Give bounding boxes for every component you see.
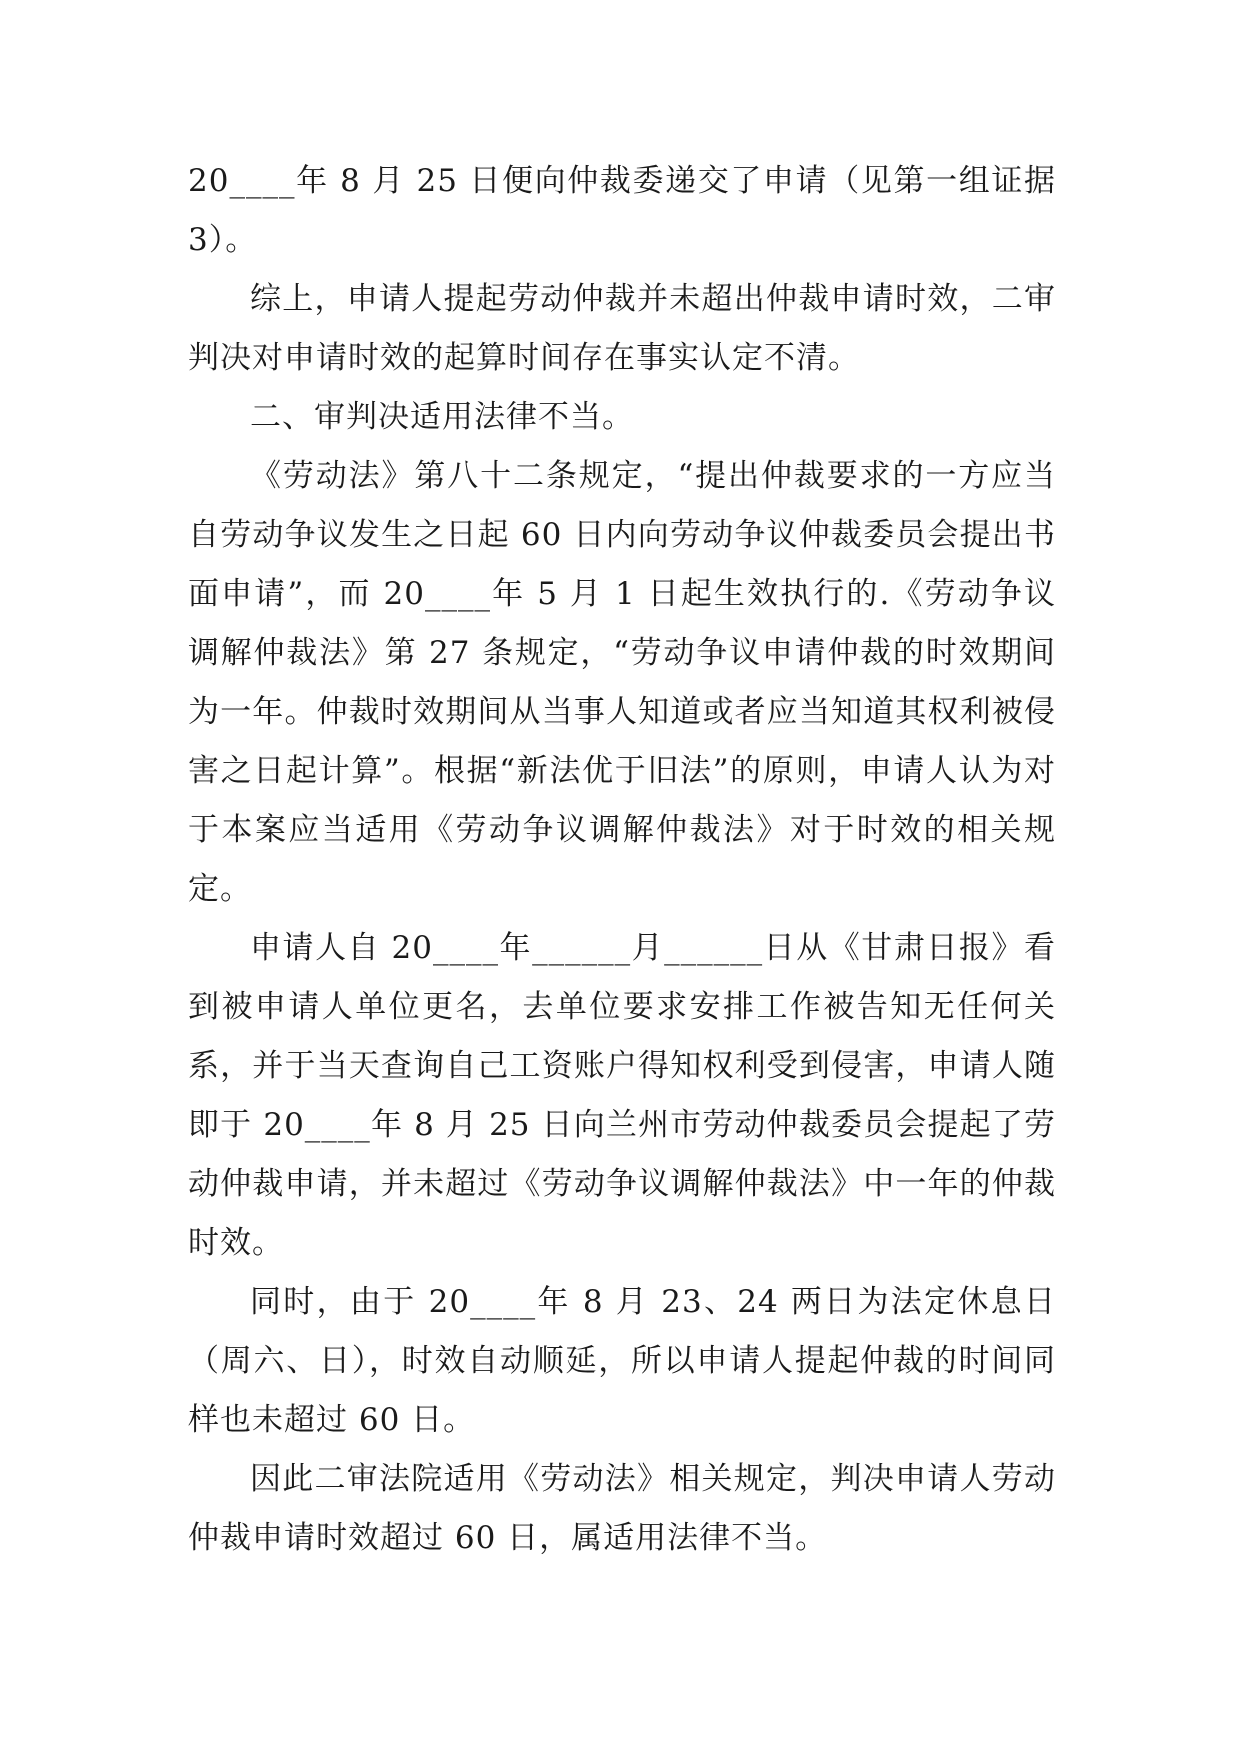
paragraph-applicant-timeline: 申请人自 20____年______月______日从《甘肃日报》看到被申请人单位更名，去单位要求安排工作被告知无任何关系，并于当天查询自己工资账户得知权利受到侵害，申请人随即于 20____年 8 月 25 日向兰州市劳动仲裁委员会提起了劳动仲裁申请，并未超过《劳动争议调解仲裁法》中一年的仲裁时效。: [188, 930, 1056, 1261]
section-heading: 二、审判决适用法律不当。: [250, 399, 634, 435]
document-body: [188, 152, 1056, 1568]
paragraph-conclusion: 因此二审法院适用《劳动法》相关规定，判决申请人劳动仲裁申请时效超过 60 日，属适用法律不当。: [188, 1461, 1056, 1556]
paragraph-summary: 综上，申请人提起劳动仲裁并未超出仲裁申请时效，二审判决对申请时效的起算时间存在事实认定不清。: [188, 281, 1056, 376]
paragraph-labor-law: 《劳动法》第八十二条规定，“提出仲裁要求的一方应当自劳动争议发生之日起 60 日内向劳动争议仲裁委员会提出书面申请”，而 20____年 5 月 1 日起生效执行的.《劳动争议调解仲裁法》第 27 条规定，“劳动争议申请仲裁的时效期间为一年。仲裁时效期间从当事人知道或者应当知道其权利被侵害之日起计算”。根据“新法优于旧法”的原则，申请人认为对于本案应当适用《劳动争议调解仲裁法》对于时效的相关规定。: [188, 458, 1056, 907]
paragraph-continuation: 20____年 8 月 25 日便向仲裁委递交了申请（见第一组证据 3）。: [188, 163, 1056, 258]
paragraph-holiday-extension: 同时，由于 20____年 8 月 23、24 两日为法定休息日（周六、日），时效自动顺延，所以申请人提起仲裁的时间同样也未超过 60 日。: [188, 1284, 1056, 1438]
